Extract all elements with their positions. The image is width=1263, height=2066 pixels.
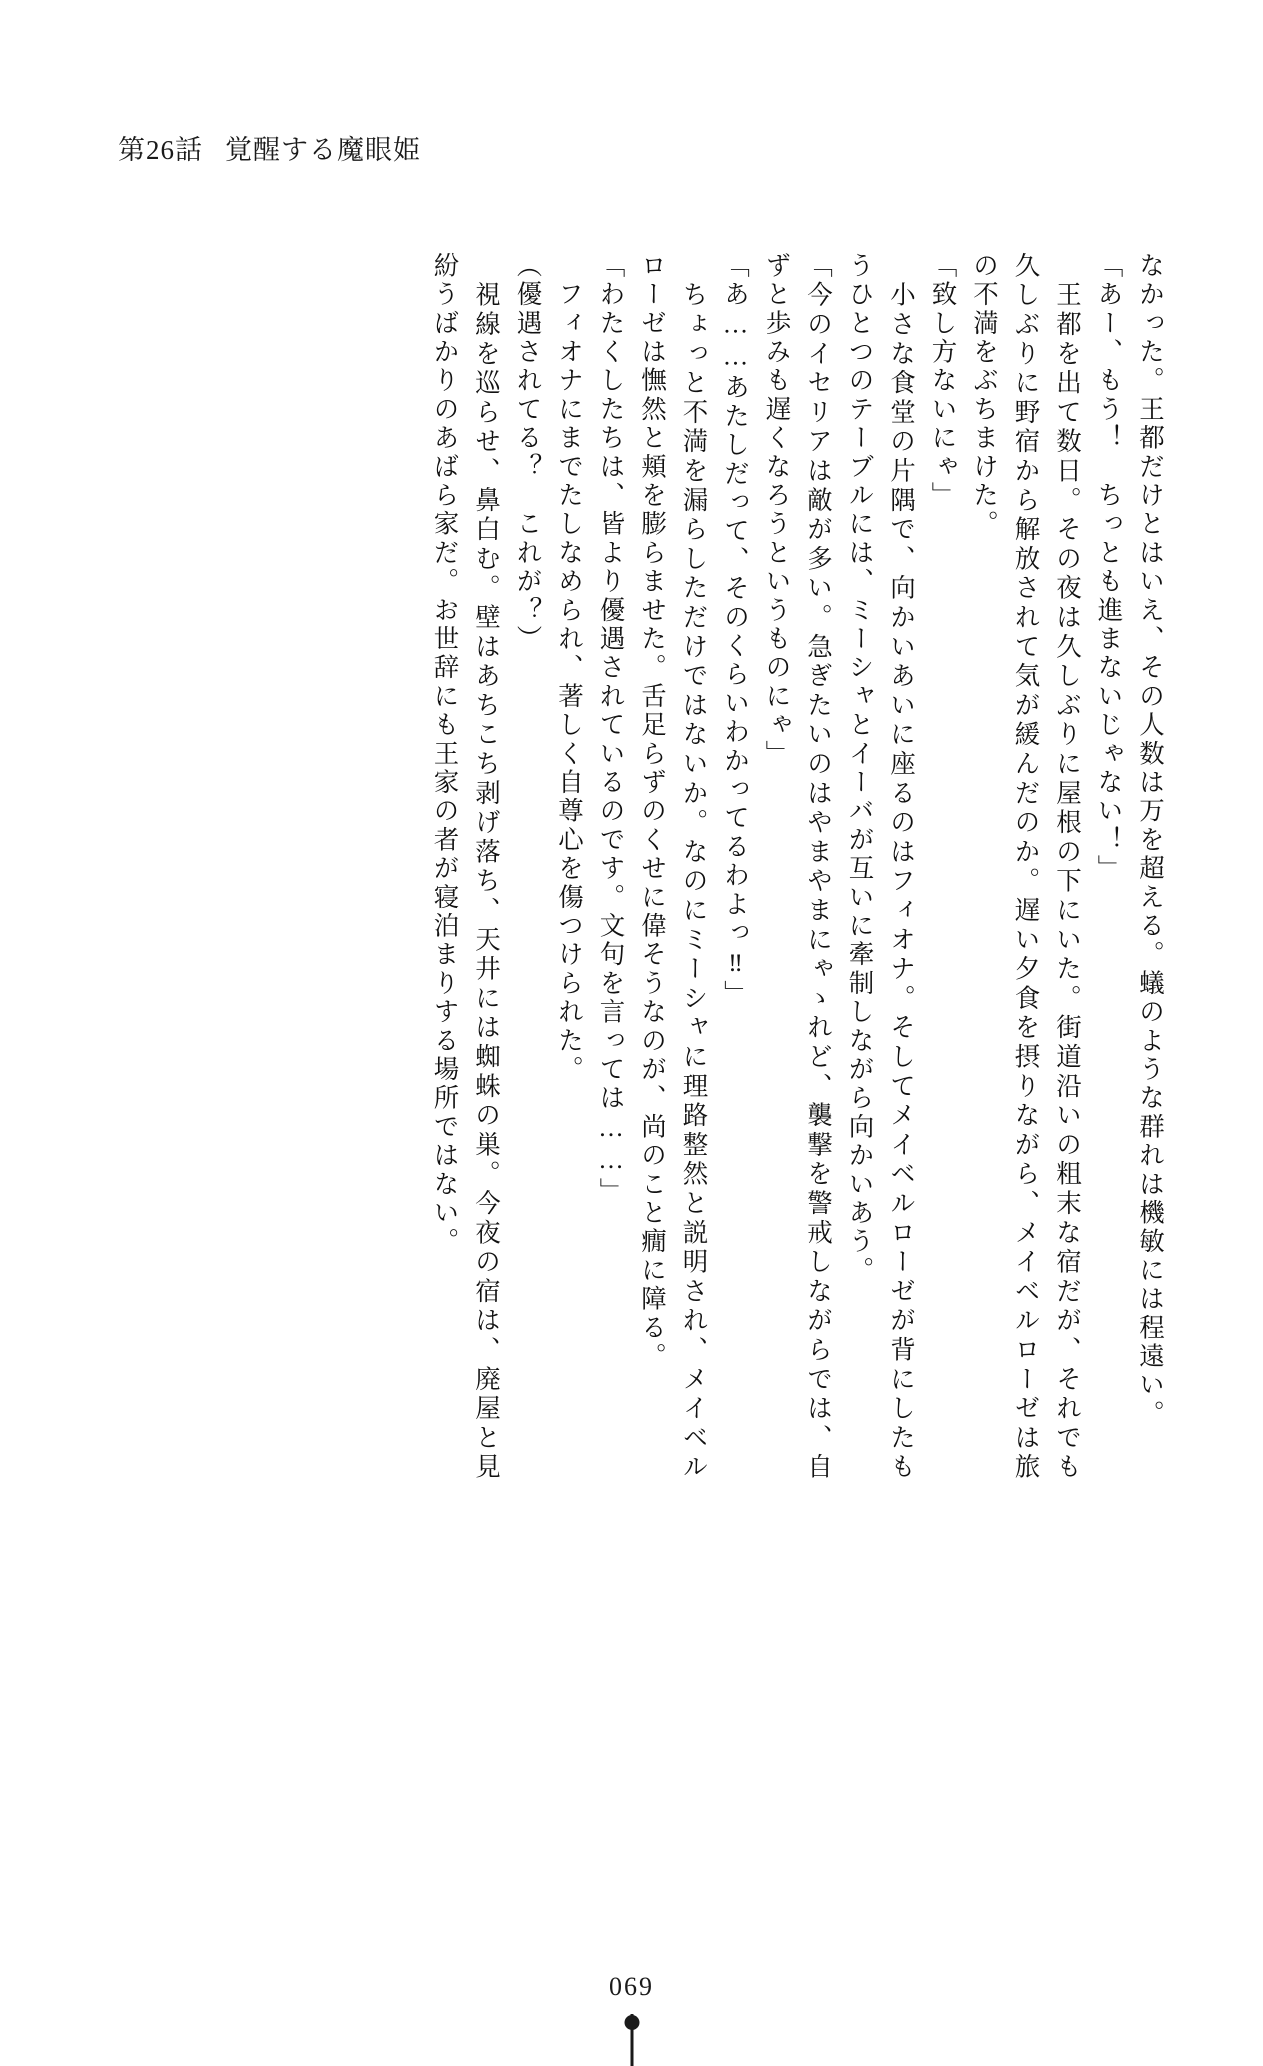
paragraph: なかった。王都だけとはいえ、その人数は万を超える。蟻のような群れは機敏には程遠い。 (1136, 252, 1165, 1429)
paragraph: 「致し方ないにゃ」 (928, 252, 958, 511)
paragraph: 「今のイセリアは敵が多い。急ぎたいのはやまやまにゃゝれど、襲撃を警戒しながらでは、自ずと歩みも遅くなろうというものにゃ」 (762, 252, 833, 1482)
paragraph: 「あ……あたしだって、そのくらいわかってるわよっ‼」 (721, 252, 750, 1009)
paragraph: フィオナにまでたしなめられ、著しく自尊心を傷つけられた。 (555, 252, 584, 1085)
paragraph: ちょっと不満を漏らしただけではないか。なのにミーシャに理路整然と説明され、メイベルローゼは憮然と頬を膨らませた。舌足らずのくせに偉そうなのが、尚のこと癇に障る。 (638, 252, 709, 1482)
chapter-title: 覚醒する魔眼姫 (225, 135, 421, 165)
chapter-header (118, 128, 421, 167)
binding-line-mark (630, 2014, 633, 2066)
paragraph: 視線を巡らせ、鼻白む。壁はあちこち剥げ落ち、天井には蜘蛛の巣。今夜の宿は、廃屋と見紛うばかりのあばら家だ。お世辞にも王家の者が寝泊まりする場所ではない。 (430, 252, 501, 1482)
paragraph: 小さな食堂の片隅で、向かいあいに座るのはフィオナ。そしてメイベルローゼが背にしたもうひとつのテーブルには、ミーシャとイーバが互いに牽制しながら向かいあう。 (845, 252, 916, 1482)
paragraph: 「わたくしたちは、皆より優遇されているのです。文句を言っては……」 (596, 252, 626, 1207)
body-text (141, 252, 1171, 1482)
paragraph: 「あー、もう！ ちっとも進まないじゃない！」 (1094, 252, 1124, 884)
paragraph: （優遇されてる？ これが？） (513, 252, 543, 654)
chapter-number: 第26話 (118, 135, 203, 165)
paragraph: 王都を出て数日。その夜は久しぶりに屋根の下にいた。街道沿いの粗末な宿だが、それでも久しぶりに野宿から解放されて気が緩んだのか。遅い夕食を摂りながら、メイベルローゼは旅の不満をぶちまけた。 (970, 252, 1082, 1482)
page-number: 069 (609, 1972, 654, 2001)
